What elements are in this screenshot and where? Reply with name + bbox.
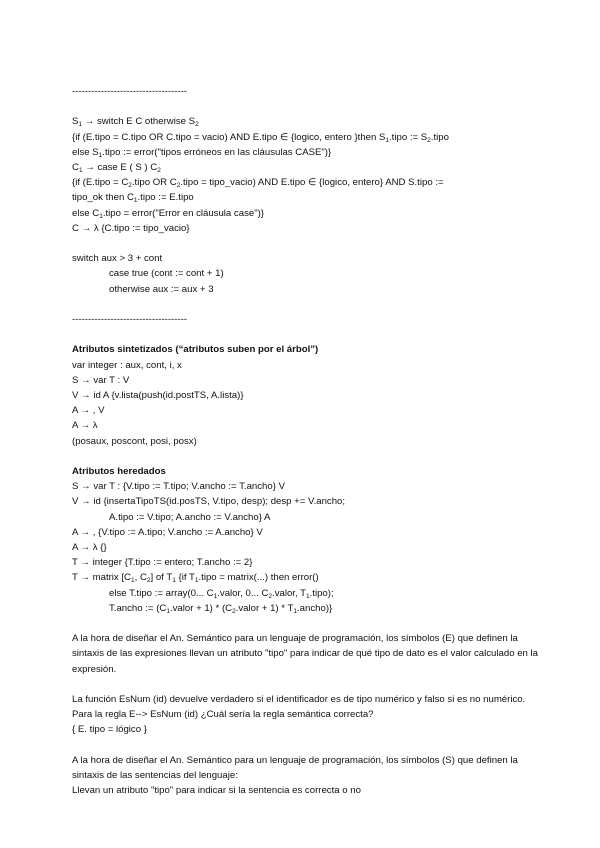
synth-line: A → , V — [72, 405, 105, 417]
paragraph-statements-cont: Llevan un atributo "tipo" para indicar si la sentencia es correcta o no — [72, 785, 361, 797]
separator: ------------------------------------ — [72, 86, 188, 97]
rule-case-semantic-2: tipo_ok then $C_1.tipo$ := E.tipo — [72, 192, 194, 205]
rule-switch-semantic-1: {if (E.tipo = C.tipo OR C.tipo = vacio) AND E.tipo ∈ {logico, entero }then $S_1.tipo$ := $S_2.tipo$ — [72, 131, 449, 144]
paragraph-expressions: A la hora de diseñar el An. Semántico para un lenguaje de programación, los símbolos (E) que definen la sintaxis de las expresiones llevan un atributo "tipo" para indicar de qué tipo de dato es el valor calculado en la expresión. — [72, 633, 538, 675]
inherited-line-ancho: T.ancho := $(C_1.valor + 1)$ * $(C_2.valor + 1)$ * $T_1.ancho$)} — [109, 602, 333, 615]
synth-line: A → λ — [72, 420, 98, 432]
synth-line: (posaux, poscont, posi, posx) — [72, 435, 197, 447]
example-line-3: otherwise aux := aux + 3 — [109, 283, 214, 295]
rule-case: $C_1$ → case E ( S ) $C_2$ — [72, 162, 161, 174]
paragraph-esnum-answer: { E. tipo = lógico } — [72, 724, 147, 736]
document-page — [72, 84, 542, 798]
inherited-line-matrix: T → matrix [$C_1$, $C_2$] of $T_1$ {if $T_1.tipo$ = matrix(...) then error() — [72, 572, 319, 585]
inherited-line: S → var T : {V.tipo := T.tipo; V.ancho := T.ancho} V — [72, 481, 285, 493]
synth-line: S → var T : V — [72, 374, 130, 386]
rule-switch: $S_1$ → switch E C otherwise $S_2$ — [72, 116, 199, 129]
rule-switch-semantic-2: else $S_1.tipo$ := error("tipos erróneos en las cláusulas CASE")} — [72, 146, 332, 159]
synth-line: V → id A {v.lista(push(id.postTS, A.lista)} — [72, 390, 244, 401]
synth-line: var integer : aux, cont, i, x — [72, 359, 182, 371]
paragraph-esnum: La función EsNum (id) devuelve verdadero si el identificador es de tipo numérico y falso si es no numérico. Para la regla E--> EsNum (id) ¿Cuál sería la regla semántica correcta? — [72, 694, 526, 721]
inherited-line: T → integer {T.tipo := entero; T.ancho := 2} — [72, 557, 253, 569]
rule-case-semantic-3: else $C_1.tipo$ = error("Error en cláusula case")} — [72, 207, 265, 220]
section-title-inherited: Atributos heredados — [72, 466, 166, 477]
separator: ------------------------------------ — [72, 314, 188, 325]
inherited-line-else: else T.tipo := array(0... $C_1.valor$, 0... $C_2.valor$, $T_1.tipo$); — [109, 587, 334, 600]
rule-case-lambda: C → λ {C.tipo := tipo_vacio} — [72, 222, 190, 234]
section-title-synthesized: Atributos sintetizados (“atributos suben por el árbol”) — [72, 344, 319, 356]
inherited-line: A → λ {} — [72, 542, 107, 554]
inherited-line: V → id {insertaTipoTS(id.posTS, V.tipo, desp); desp += V.ancho; — [72, 496, 346, 508]
example-line-1: switch aux > 3 + cont — [72, 253, 163, 265]
rule-case-semantic-1: {if (E.tipo = $C_2.tipo$ OR $C_2.tipo$ = tipo_vacio) AND E.tipo ∈ {logico, entero} AND S.tipo := — [72, 177, 444, 190]
inherited-line: A.tipo := V.tipo; A.ancho := V.ancho} A — [109, 511, 271, 523]
inherited-line: A → , {V.tipo := A.tipo; V.ancho := A.ancho} V — [72, 526, 263, 538]
example-line-2: case true (cont := cont + 1) — [109, 268, 224, 280]
paragraph-statements: A la hora de diseñar el An. Semántico para un lenguaje de programación, los símbolos (S) que definen la sintaxis de las sentencias del lenguaje: — [72, 754, 518, 782]
